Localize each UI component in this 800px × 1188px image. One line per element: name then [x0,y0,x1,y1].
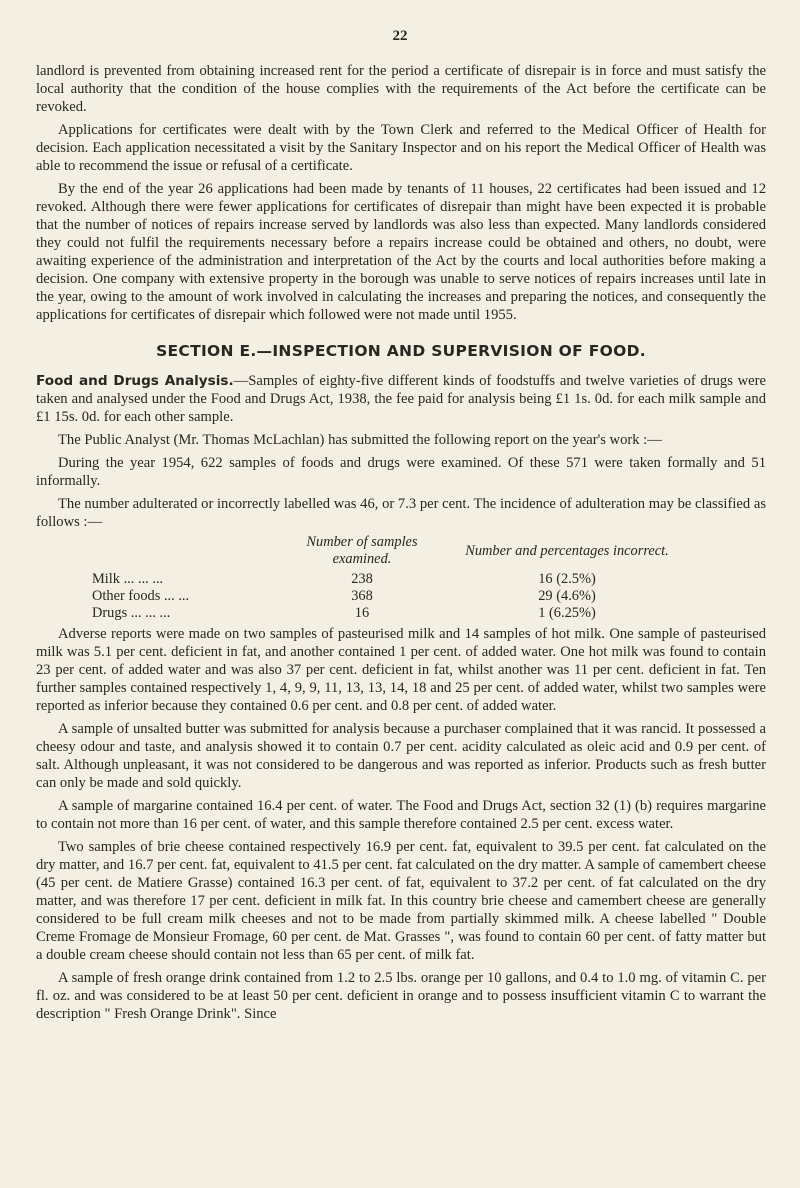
paragraph-9: A sample of unsalted butter was submitted for analysis because a purchaser complained that it was rancid. It possessed a cheesy odour and taste, and analysis showed it to contain 0.7 per cent. acidity calculated as oleic acid and 0.9 per cent. of salt. Although unpleasant, it was not considered to be dangerous and was reported as inferior. Products such as fresh butter can only be made and sold quickly. [36,721,766,791]
header-examined: Number of samples examined. [306,534,418,567]
row-category: Milk ... ... ... [92,571,164,587]
paragraph-1: landlord is prevented from obtaining increased rent for the period a certificate of disrepair is in force and must satisfy the local authority that the condition of the house complies with the requirements of the Act before the certificate can be revoked. [36,63,766,115]
table-row [92,571,702,588]
table-header-blank [92,534,292,571]
paragraph-7: The number adulterated or incorrectly labelled was 46, or 7.3 per cent. The incidence of adulteration may be classified as follows :— [36,496,766,530]
paragraph-8: Adverse reports were made on two samples of pasteurised milk and 14 samples of hot milk. One sample of pasteurised milk was 5.1 per cent. deficient in fat, and another contained 1 per cent. of added water. One hot milk was found to contain 23 per cent. of added water and was also 37 per cent. deficient in fat, whilst another was 11 per cent. deficient in fat. Ten further samples contained respectively 1, 4, 9, 9, 11, 13, 13, 14, 18 and 25 per cent. of added water, whilst two samples were reported as inferior because they contained 0.6 per cent. and 0.8 per cent. of added water. [36,626,766,714]
row-category: Other foods ... ... [92,588,190,604]
row-incorrect: 1 (6.25%) [538,605,596,621]
paragraph-5: The Public Analyst (Mr. Thomas McLachlan) has submitted the following report on the year's work :— [58,432,662,448]
header-incorrect: Number and percentages incorrect. [465,542,669,559]
table-row [92,588,702,605]
row-category: Drugs ... ... ... [92,605,171,621]
paragraph-12: A sample of fresh orange drink contained from 1.2 to 2.5 lbs. orange per 10 gallons, and 0.4 to 1.0 mg. of vitamin C. per fl. oz. and was considered to be at least 50 per cent. deficient in orange and to possess insufficient vitamin C to warrant the description " Fresh Orange Drink". Since [36,970,766,1022]
paragraph-4-text: —Samples of eighty-five different kinds of foodstuffs and twelve varieties of drugs were taken and analysed under the Food and Drugs Act, 1938, the fee paid for analysis being £1 1s. 0d. for each milk sample and £1 15s. 0d. for each other sample. [36,373,766,425]
paragraph-food-analysis [36,372,766,426]
row-examined: 368 [351,588,373,604]
row-examined: 16 [354,605,370,621]
food-heading: Food and Drugs Analysis. [36,373,234,389]
table-header-row [92,534,702,571]
row-examined: 238 [351,571,373,587]
paragraph-10: A sample of margarine contained 16.4 per cent. of water. The Food and Drugs Act, section 32 (1) (b) requires margarine to contain not more than 16 per cent. of water, and this sample therefore contained 2.5 per cent. excess water. [36,798,766,832]
row-incorrect: 29 (4.6%) [538,588,596,604]
page-body [36,62,766,1028]
adulteration-table [92,534,702,622]
page-number: 22 [392,28,408,44]
row-incorrect: 16 (2.5%) [538,571,596,587]
paragraph-3: By the end of the year 26 applications had been made by tenants of 11 houses, 22 certificates had been issued and 12 revoked. Although there were fewer applications for certificates of disrepair than might have been expected it is probable that the number of notices of repairs increase served by landlords was also less than expected. Many landlords considered they could not fulfil the requirements necessary before a repairs increase could be obtained and others, no doubt, were awaiting experience of the administration and interpretation of the Act by the courts and local authorities before making a decision. One company with extensive property in the borough was unable to serve notices of repairs increases until late in the year, owing to the amount of work involved in calculating the increases and preparing the notices, and consequently the applications for certificates of disrepair which followed were not made until 1955. [36,181,766,323]
paragraph-11: Two samples of brie cheese contained respectively 16.9 per cent. fat, equivalent to 39.5 per cent. fat calculated on the dry matter, and 16.7 per cent. fat, equivalent to 41.5 per cent. fat calculated on the dry matter. A sample of camembert cheese (45 per cent. de Matiere Grasse) contained 16.3 per cent. of fat, equivalent to 37.2 per cent. of fat calculated on the dry matter, and was therefore 17 per cent. deficient in milk fat. In this country brie cheese and camembert cheese are generally considered to be full cream milk cheeses and not to be made from partially skimmed milk. A cheese labelled " Double Creme Fromage de Monsieur Fromage, 60 per cent. de Mat. Grasses ", was found to contain 60 per cent. of fatty matter but a double cream cheese should contain not less than 65 per cent. of milk fat. [36,839,766,963]
section-heading: SECTION E.—INSPECTION AND SUPERVISION OF FOOD. [156,342,646,360]
paragraph-6: During the year 1954, 622 samples of foods and drugs were examined. Of these 571 were taken formally and 51 informally. [36,455,766,489]
paragraph-2: Applications for certificates were dealt with by the Town Clerk and referred to the Medical Officer of Health for decision. Each application necessitated a visit by the Sanitary Inspector and on his report the Medical Officer of Health was able to recommend the issue or refusal of a certificate. [36,122,766,174]
table-row [92,605,702,622]
